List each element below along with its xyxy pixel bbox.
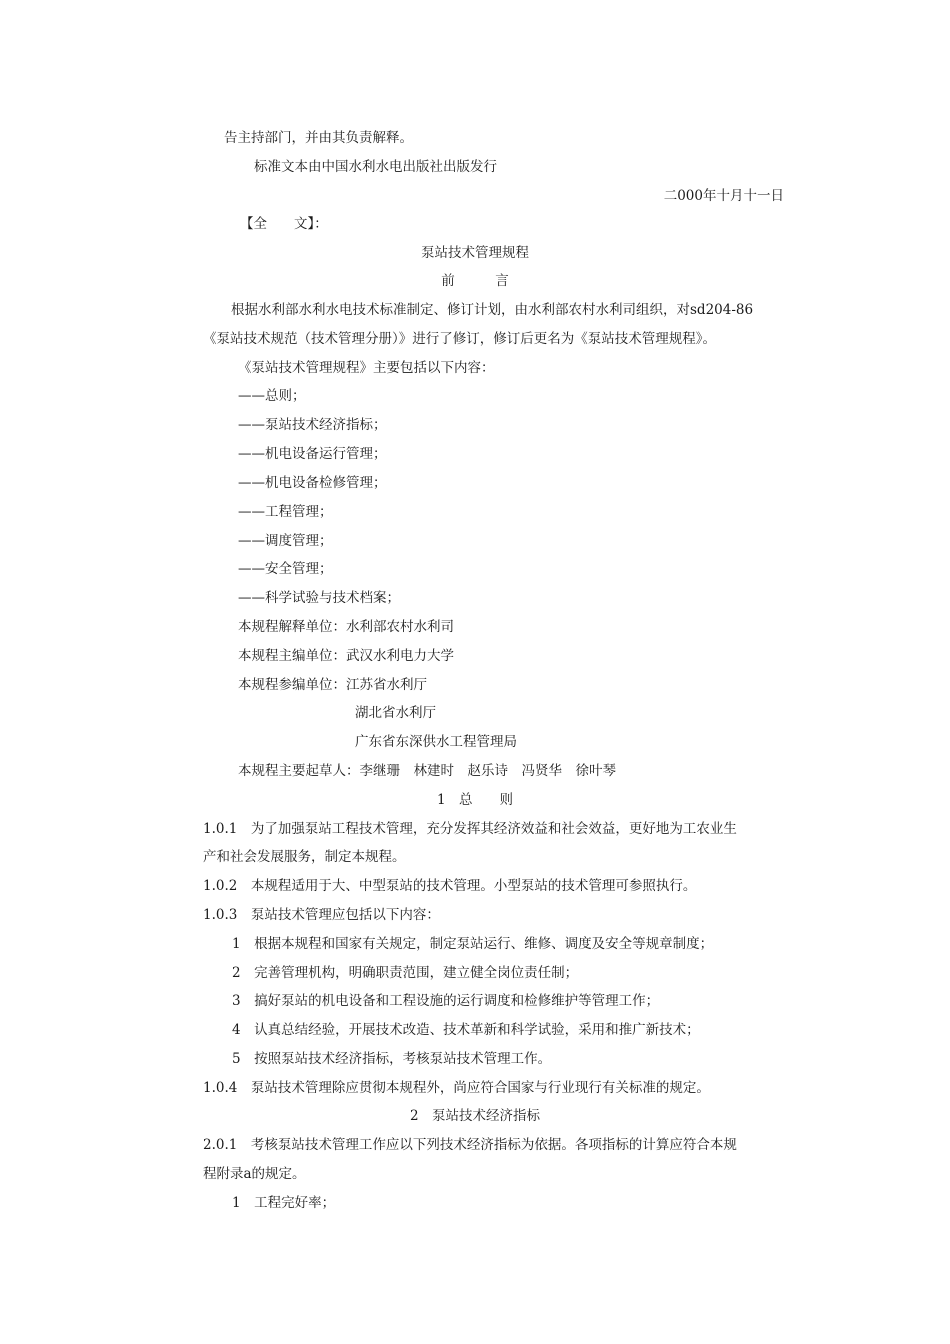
- text-line: 《泵站技术管理规程》主要包括以下内容：: [238, 360, 495, 376]
- clause-line: 1.0.2 本规程适用于大、中型泵站的技术管理。小型泵站的技术管理可参照执行。: [203, 878, 697, 894]
- list-item: 4 认真总结经验，开展技术改造、技术革新和科学试验，采用和推广新技术；: [232, 1022, 700, 1038]
- text-line: 根据水利部水利水电技术标准制定、修订计划，由水利部农村水利司组织，对sd204-86: [231, 302, 754, 318]
- list-item: 2 完善管理机构，明确职责范围，建立健全岗位责任制；: [232, 965, 579, 981]
- clause-line: 1.0.1 为了加强泵站工程技术管理，充分发挥其经济效益和社会效益，更好地为工农业生: [203, 821, 737, 837]
- chapter-heading: 2 泵站技术经济指标: [409, 1108, 541, 1124]
- clause-line: 产和社会发展服务，制定本规程。: [203, 849, 406, 865]
- list-item: ——机电设备检修管理；: [238, 475, 387, 491]
- text-line: 本规程主编单位：武汉水利电力大学: [238, 648, 454, 664]
- list-item: ——机电设备运行管理；: [238, 446, 387, 462]
- list-item: ——工程管理；: [238, 504, 333, 520]
- section-label: 【全 文】：: [240, 216, 328, 232]
- text-line: 本规程参编单位：江苏省水利厅: [238, 677, 427, 693]
- clause-line: 程附录a的规定。: [203, 1166, 306, 1182]
- preface-heading: 前 言: [441, 273, 509, 289]
- chapter-heading: 1 总 则: [436, 792, 514, 808]
- text-line: 《泵站技术规范（技术管理分册）》进行了修订，修订后更名为《泵站技术管理规程》。: [203, 331, 716, 347]
- list-item: ——安全管理；: [238, 561, 333, 577]
- list-item: 5 按照泵站技术经济指标，考核泵站技术管理工作。: [232, 1051, 552, 1067]
- date-line: 二000年十月十一日: [663, 188, 784, 204]
- text-line: 标准文本由中国水利水电出版社出版发行: [254, 159, 497, 175]
- clause-line: 2.0.1 考核泵站技术管理工作应以下列技术经济指标为依据。各项指标的计算应符合本规: [203, 1137, 737, 1153]
- list-item: ——总则；: [238, 388, 306, 404]
- text-line: 本规程主要起草人：李继珊 林建时 赵乐诗 冯贤华 徐叶琴: [238, 763, 616, 779]
- list-item: ——科学试验与技术档案；: [238, 590, 400, 606]
- list-item: ——调度管理；: [238, 533, 333, 549]
- list-item: 1 工程完好率；: [232, 1195, 336, 1211]
- text-line: 本规程解释单位：水利部农村水利司: [238, 619, 454, 635]
- clause-line: 1.0.4 泵站技术管理除应贯彻本规程外，尚应符合国家与行业现行有关标准的规定。: [203, 1080, 710, 1096]
- list-item: 1 根据本规程和国家有关规定，制定泵站运行、维修、调度及安全等规章制度；: [232, 936, 714, 952]
- text-line: 湖北省水利厅: [355, 705, 436, 721]
- clause-line: 1.0.3 泵站技术管理应包括以下内容：: [203, 907, 440, 923]
- text-line: 告主持部门，并由其负责解释。: [224, 130, 413, 146]
- list-item: ——泵站技术经济指标；: [238, 417, 387, 433]
- list-item: 3 搞好泵站的机电设备和工程设施的运行调度和检修维护等管理工作；: [232, 993, 660, 1009]
- text-line: 广东省东深供水工程管理局: [355, 734, 517, 750]
- document-title: 泵站技术管理规程: [421, 245, 529, 261]
